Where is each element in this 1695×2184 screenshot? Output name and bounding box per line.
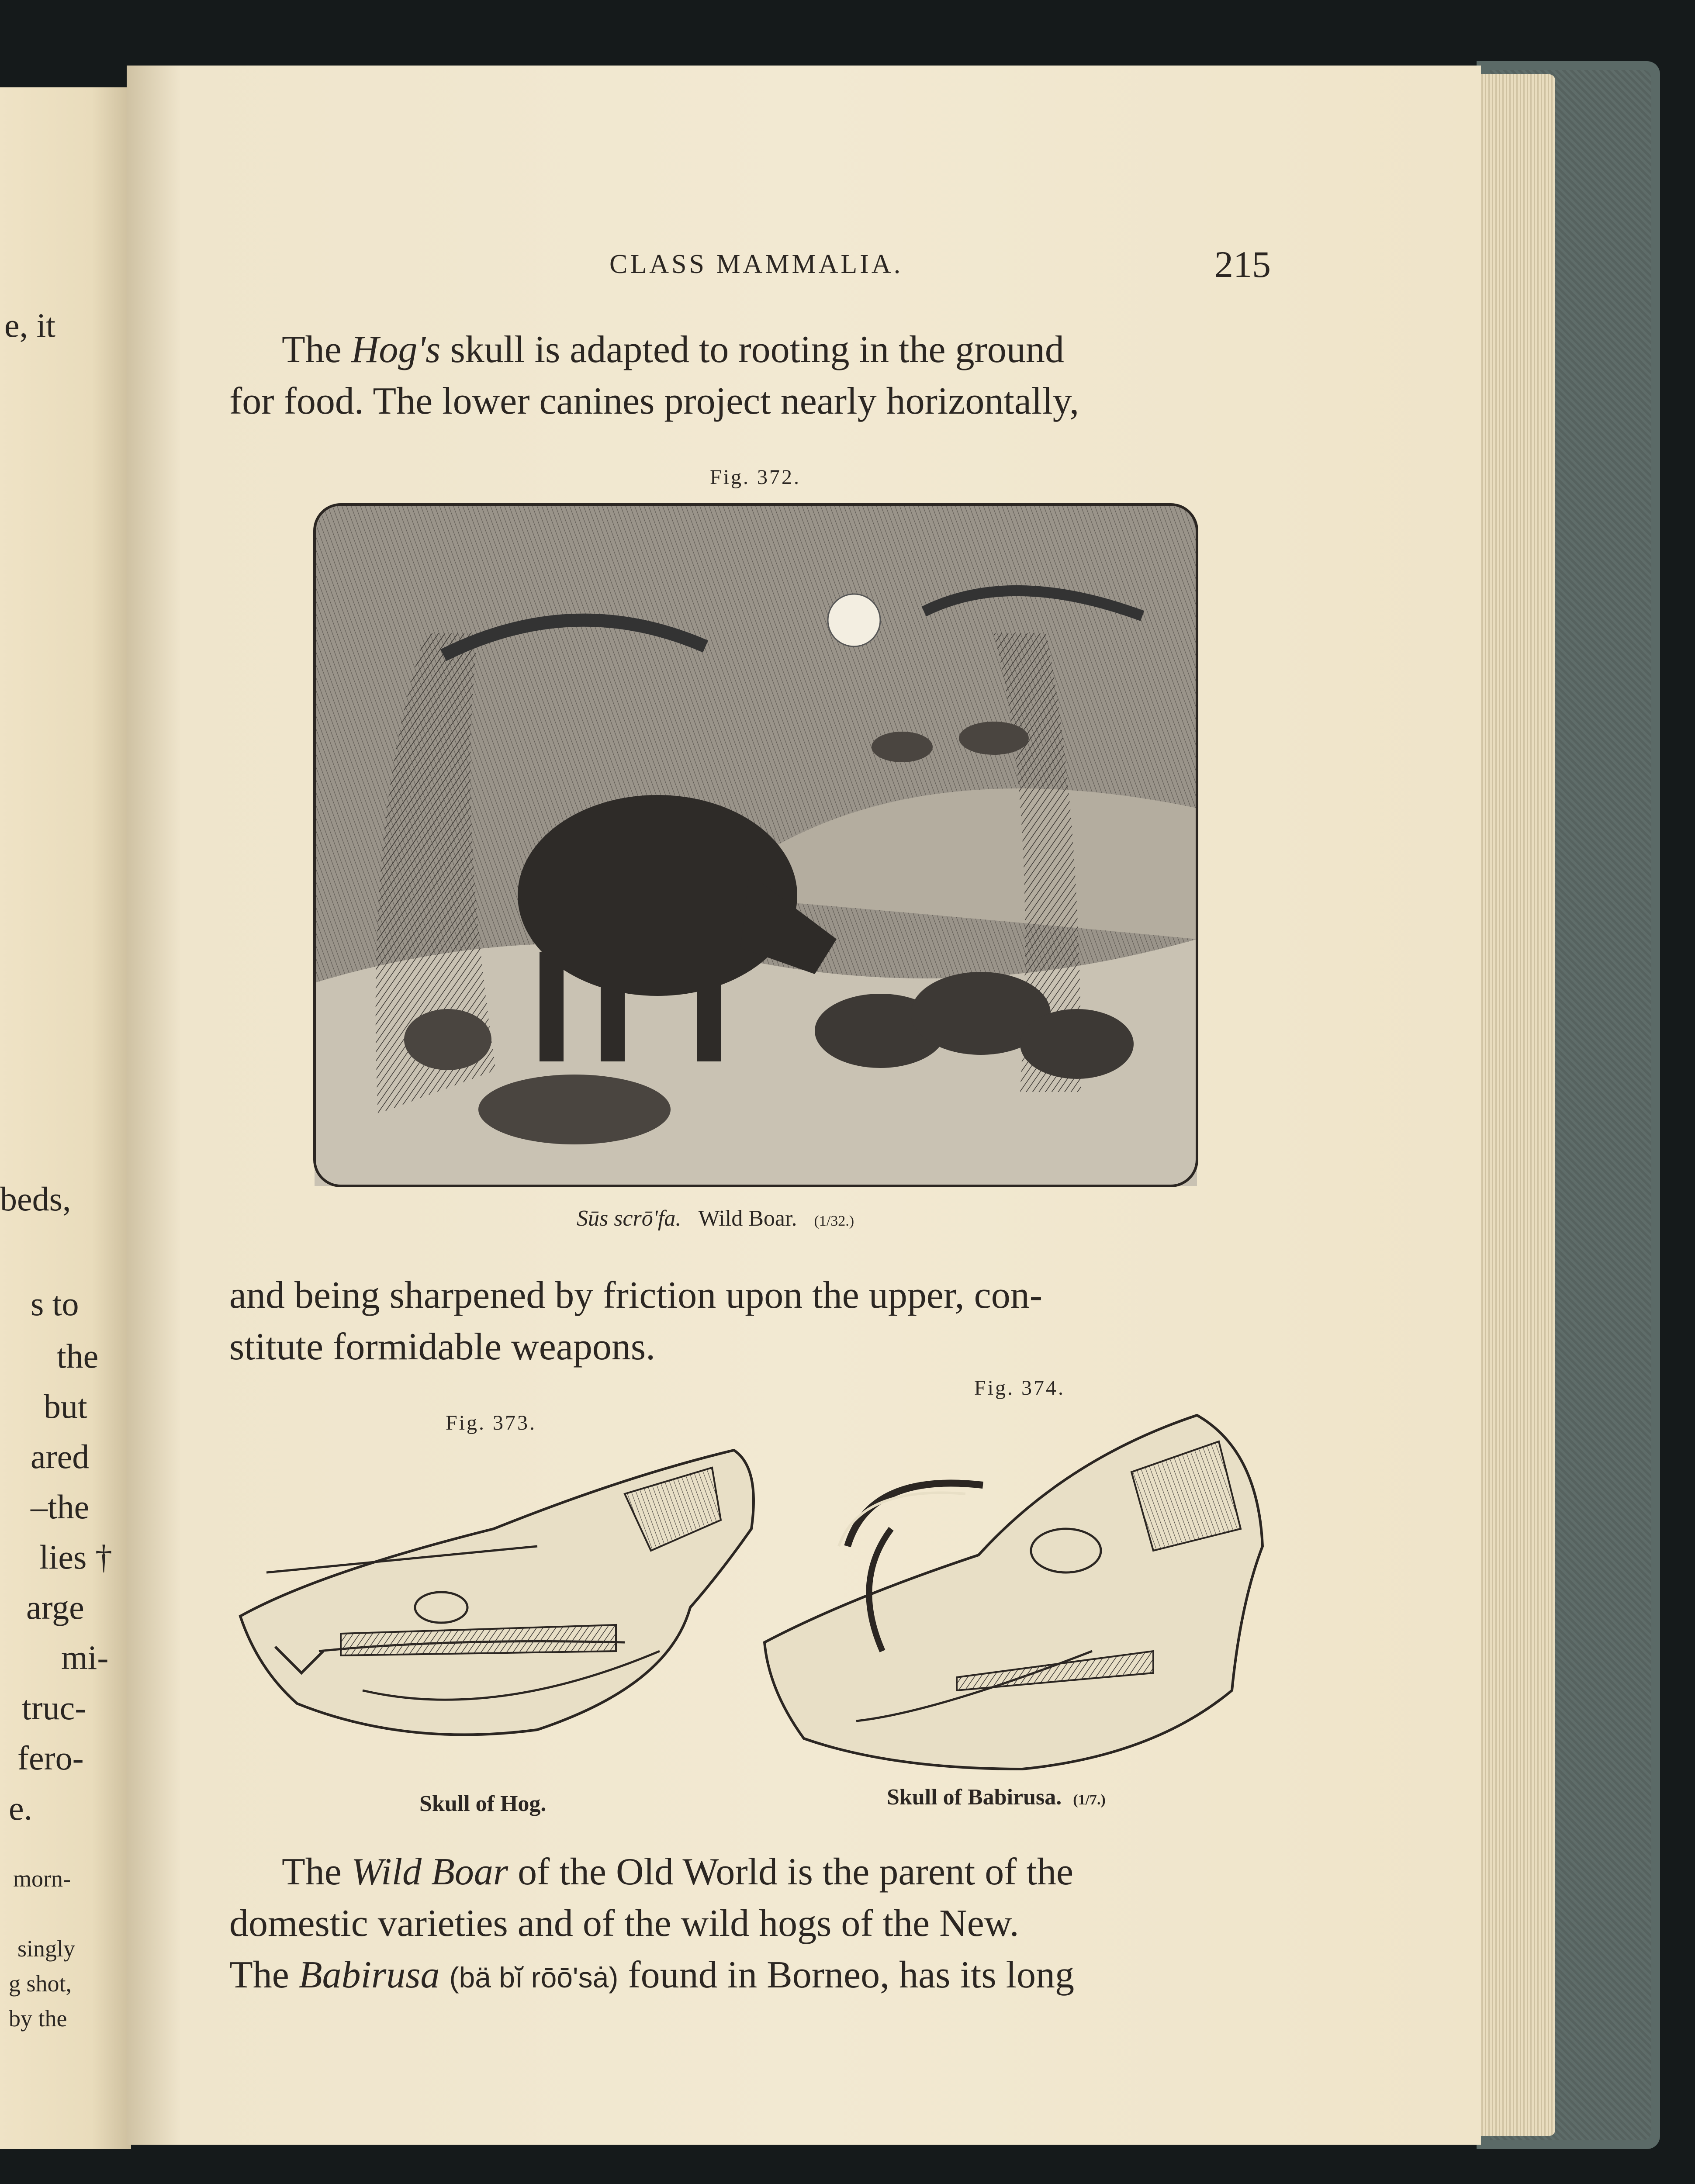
left-text: but	[44, 1387, 87, 1425]
figure-label: Fig. 373.	[446, 1411, 537, 1434]
running-title: CLASS MAMMALIA.	[609, 249, 903, 279]
paragraph-line: for food. The lower canines project nearly horizontally,	[229, 380, 1079, 422]
left-text: –the	[31, 1488, 90, 1526]
page-number: 215	[1214, 243, 1271, 285]
left-text: arge	[26, 1588, 84, 1626]
left-text: lies †	[39, 1538, 112, 1576]
wild-boar-engraving	[312, 502, 1199, 1188]
paragraph-line: The Hog's skull is adapted to rooting in the ground	[282, 328, 1064, 371]
left-text: mi-	[61, 1638, 109, 1676]
left-text: g shot,	[9, 1970, 72, 1997]
left-text: the	[57, 1337, 99, 1375]
figure-caption: Skull of Hog.	[419, 1791, 547, 1816]
left-page-fragment	[0, 87, 131, 2149]
left-text: truc-	[22, 1689, 86, 1727]
figure-label: Fig. 372.	[710, 466, 801, 489]
paragraph-line: The Wild Boar of the Old World is the parent of the	[282, 1851, 1074, 1893]
paragraph-line: domestic varieties and of the wild hogs of the New.	[229, 1902, 1019, 1945]
left-text: ared	[31, 1438, 90, 1476]
paragraph-line: and being sharpened by friction upon the upper, con-	[229, 1274, 1043, 1317]
figure-caption: Sūs scrō'fa. Wild Boar. (1/32.)	[577, 1206, 854, 1231]
left-text: beds,	[0, 1180, 71, 1218]
left-text: by the	[9, 2005, 67, 2032]
hog-skull-illustration	[232, 1441, 764, 1747]
figure-label: Fig. 374.	[974, 1376, 1065, 1400]
left-text: fero-	[17, 1739, 84, 1777]
left-text: e, it	[4, 306, 55, 344]
babirusa-skull-illustration	[760, 1406, 1276, 1782]
figure-caption: Skull of Babirusa. (1/7.)	[887, 1785, 1106, 1810]
paragraph-line: stitute formidable weapons.	[229, 1326, 656, 1368]
left-text: s to	[31, 1285, 79, 1323]
left-text: singly	[17, 1935, 76, 1962]
paragraph-line: The Babirusa (bä bĭ rōō'sȧ) found in Borneo, has its long	[229, 1954, 1075, 1996]
left-text: e.	[9, 1789, 33, 1827]
left-text: morn-	[13, 1866, 71, 1892]
